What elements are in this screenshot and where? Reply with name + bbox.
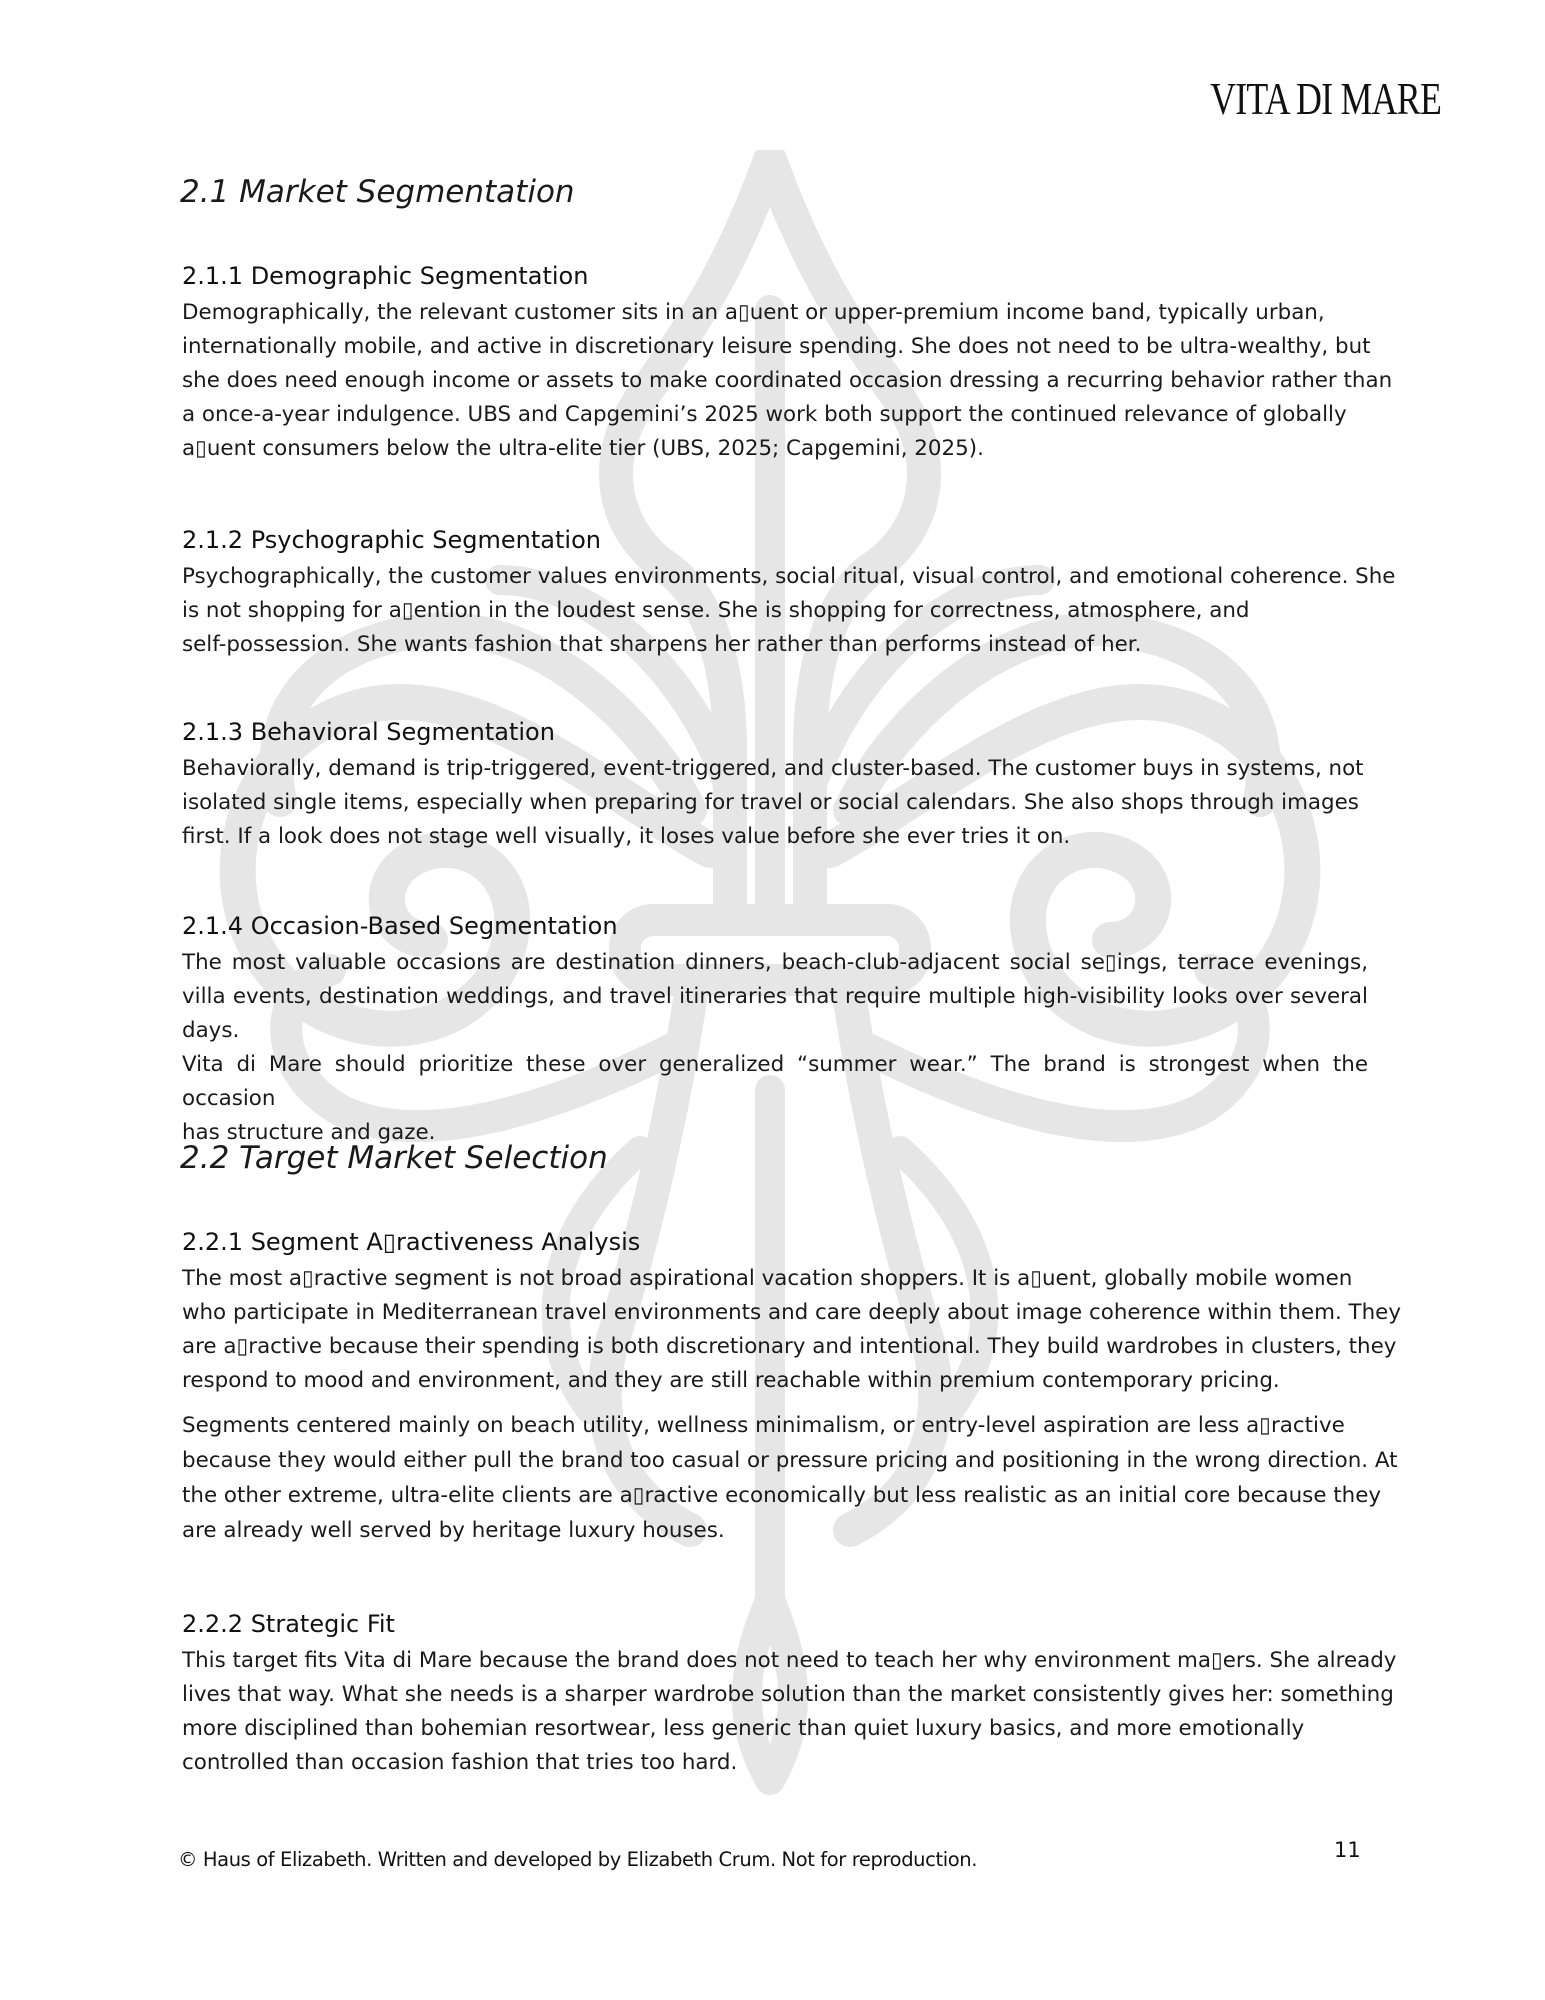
paragraph-behavioral: [182, 752, 1420, 854]
text-line: The most a▯ractive segment is not broad aspirational vacation shoppers. It is a▯uent, globally mobile women: [182, 1266, 1353, 1291]
text-line: are already well served by heritage luxury houses.: [182, 1518, 725, 1543]
text-line: has structure and gaze.: [182, 1120, 436, 1145]
text-line: is not shopping for a▯ention in the loudest sense. She is shopping for correctness, atmosphere, and: [182, 598, 1250, 623]
paragraph-attractiveness-2: [182, 1408, 1420, 1548]
text-line: occasion: [182, 1086, 276, 1111]
text-line: Vita di Mare should prioritize these over generalized “summer wear.” The brand is strongest when the: [182, 1052, 1368, 1077]
text-line: internationally mobile, and active in discretionary leisure spending. She does not need to be ultra-wealthy, but: [182, 334, 1371, 359]
paragraph-occasion: [182, 946, 1368, 1150]
text-line: days.: [182, 1018, 240, 1043]
text-line: self-possession. She wants fashion that sharpens her rather than performs instead of her.: [182, 632, 1142, 657]
subsection-heading-2-2-1: 2.2.1 Segment A▯ractiveness Analysis: [182, 1228, 641, 1256]
text-line: Psychographically, the customer values environments, social ritual, visual control, and emotional coherence. She: [182, 564, 1396, 589]
text-line: Demographically, the relevant customer sits in an a▯uent or upper-premium income band, typically urban,: [182, 300, 1325, 325]
paragraph-psychographic: [182, 560, 1420, 662]
text-line: isolated single items, especially when preparing for travel or social calendars. She also shops through images: [182, 790, 1359, 815]
text-line: are a▯ractive because their spending is both discretionary and intentional. They build wardrobes in clusters, they: [182, 1334, 1397, 1359]
text-line: This target fits Vita di Mare because the brand does not need to teach her why environment ma▯ers. She already: [182, 1648, 1397, 1673]
paragraph-attractiveness: [182, 1262, 1420, 1398]
footer-copyright: © Haus of Elizabeth. Written and developed by Elizabeth Crum. Not for reproduction.: [178, 1848, 978, 1871]
subsection-heading-2-1-4: 2.1.4 Occasion-Based Segmentation: [182, 912, 618, 940]
text-line: The most valuable occasions are destination dinners, beach-club-adjacent social se▯ings, terrace evenings,: [182, 950, 1368, 975]
text-line: Behaviorally, demand is trip-triggered, event-triggered, and cluster-based. The customer buys in systems, not: [182, 756, 1364, 781]
subsection-heading-2-1-1: 2.1.1 Demographic Segmentation: [182, 262, 589, 290]
text-line: who participate in Mediterranean travel environments and care deeply about image coherence within them. They: [182, 1300, 1402, 1325]
text-line: villa events, destination weddings, and travel itineraries that require multiple high-visibility looks over several: [182, 984, 1368, 1009]
paragraph-strategic-fit: [182, 1644, 1420, 1780]
text-line: more disciplined than bohemian resortwear, less generic than quiet luxury basics, and more emotionally: [182, 1716, 1305, 1741]
text-line: because they would either pull the brand too casual or pressure pricing and positioning in the wrong direction. At: [182, 1448, 1398, 1473]
text-line: first. If a look does not stage well visually, it loses value before she ever tries it on.: [182, 824, 1071, 849]
brand-logo: VITA DI MARE: [1210, 73, 1441, 124]
text-line: a once-a-year indulgence. UBS and Capgemini’s 2025 work both support the continued relevance of globally: [182, 402, 1347, 427]
section-heading-2-1: 2.1 Market Segmentation: [180, 174, 575, 210]
text-line: a▯uent consumers below the ultra-elite tier (UBS, 2025; Capgemini, 2025).: [182, 436, 984, 461]
subsection-heading-2-2-2: 2.2.2 Strategic Fit: [182, 1610, 395, 1638]
text-line: she does need enough income or assets to make coordinated occasion dressing a recurring behavior rather than: [182, 368, 1393, 393]
text-line: lives that way. What she needs is a sharper wardrobe solution than the market consistently gives her: something: [182, 1682, 1394, 1707]
text-line: respond to mood and environment, and they are still reachable within premium contemporary pricing.: [182, 1368, 1280, 1393]
subsection-heading-2-1-2: 2.1.2 Psychographic Segmentation: [182, 526, 601, 554]
subsection-heading-2-1-3: 2.1.3 Behavioral Segmentation: [182, 718, 555, 746]
section-heading-2-2: 2.2 Target Market Selection: [180, 1140, 608, 1176]
paragraph-demographic: [182, 296, 1420, 466]
text-line: the other extreme, ultra-elite clients are a▯ractive economically but less realistic as an initial core because they: [182, 1483, 1382, 1508]
page-number: 11: [1334, 1838, 1361, 1862]
text-line: controlled than occasion fashion that tries too hard.: [182, 1750, 738, 1775]
text-line: Segments centered mainly on beach utility, wellness minimalism, or entry-level aspiration are less a▯ractive: [182, 1413, 1345, 1438]
